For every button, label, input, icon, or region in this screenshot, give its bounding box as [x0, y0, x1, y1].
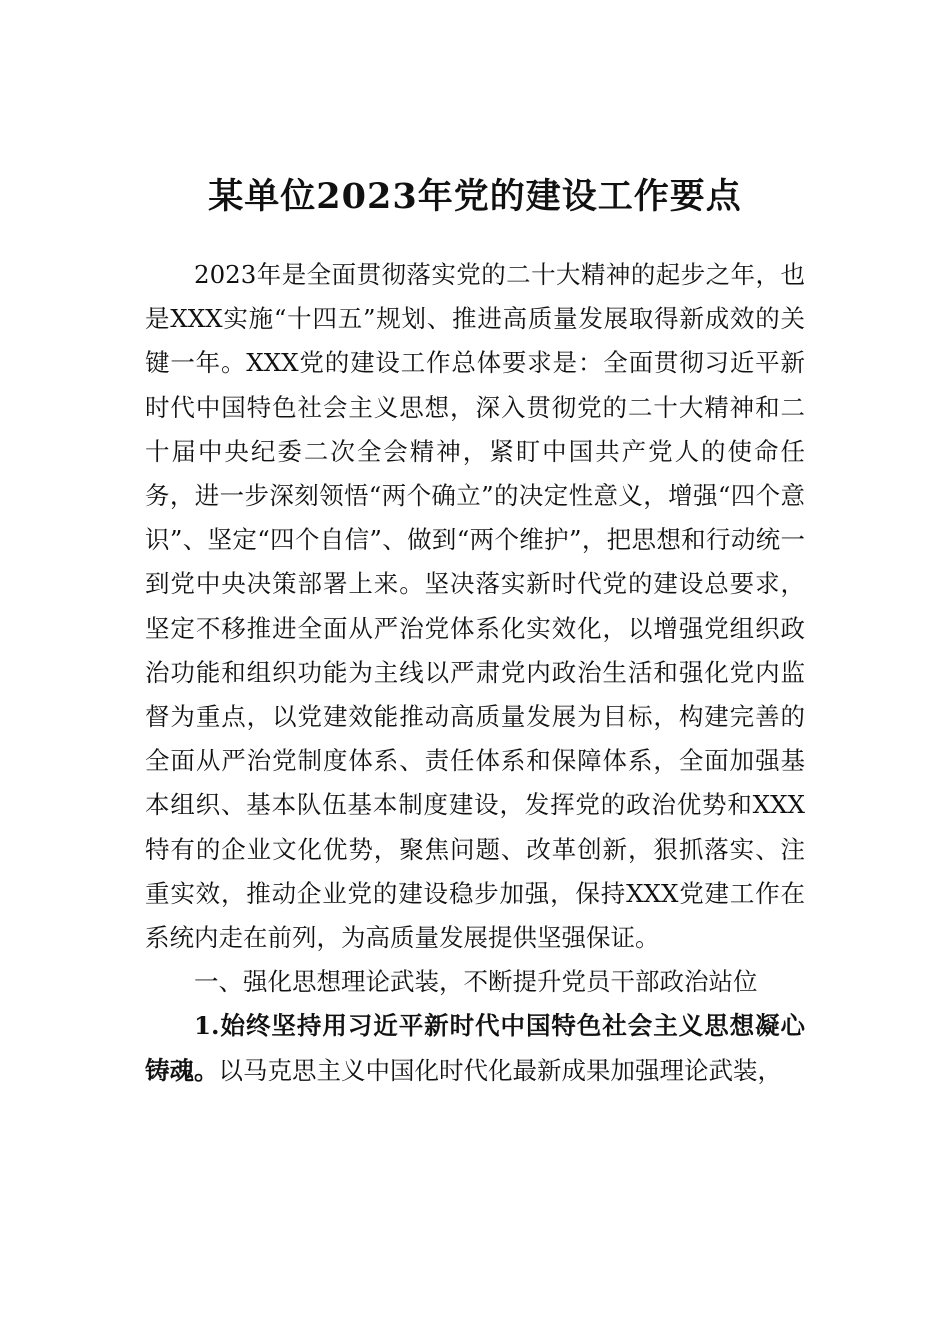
item-paragraph [145, 1004, 805, 1092]
section-heading: 一、强化思想理论武装，不断提升党员干部政治站位 [194, 967, 758, 997]
item-lead: 1.始终坚持用习近平新时代中国特色社会主义思想凝心铸魂。 [145, 1011, 805, 1085]
document-body [145, 253, 805, 1093]
intro-paragraph: 2023年是全面贯彻落实党的二十大精神的起步之年，也是XXX实施“十四五”规划、推进高质量发展取得新成效的关键一年。XXX党的建设工作总体要求是：全面贯彻习近平新时代中国特色社会主义思想，深入贯彻党的二十大精神和二十届中央纪委二次全会精神，紧盯中国共产党人的使命任务，进一步深刻领悟“两个确立”的决定性意义，增强“四个意识”、坚定“四个自信”、做到“两个维护”，把思想和行动统一到党中央决策部署上来。坚决落实新时代党的建设总要求，坚定不移推进全面从严治党体系化实效化，以增强党组织政治功能和组织功能为主线以严肃党内政治生活和强化党内监督为重点，以党建效能推动高质量发展为目标，构建完善的全面从严治党制度体系、责任体系和保障体系，全面加强基本组织、基本队伍基本制度建设，发挥党的政治优势和XXX特有的企业文化优势，聚焦问题、改革创新，狠抓落实、注重实效，推动企业党的建设稳步加强，保持XXX党建工作在系统内走在前列，为高质量发展提供坚强保证。 [145, 260, 805, 953]
item-text: 以马克思主义中国化时代化最新成果加强理论武装， [218, 1055, 782, 1085]
document-title: 某单位2023年党的建设工作要点 [208, 176, 742, 217]
